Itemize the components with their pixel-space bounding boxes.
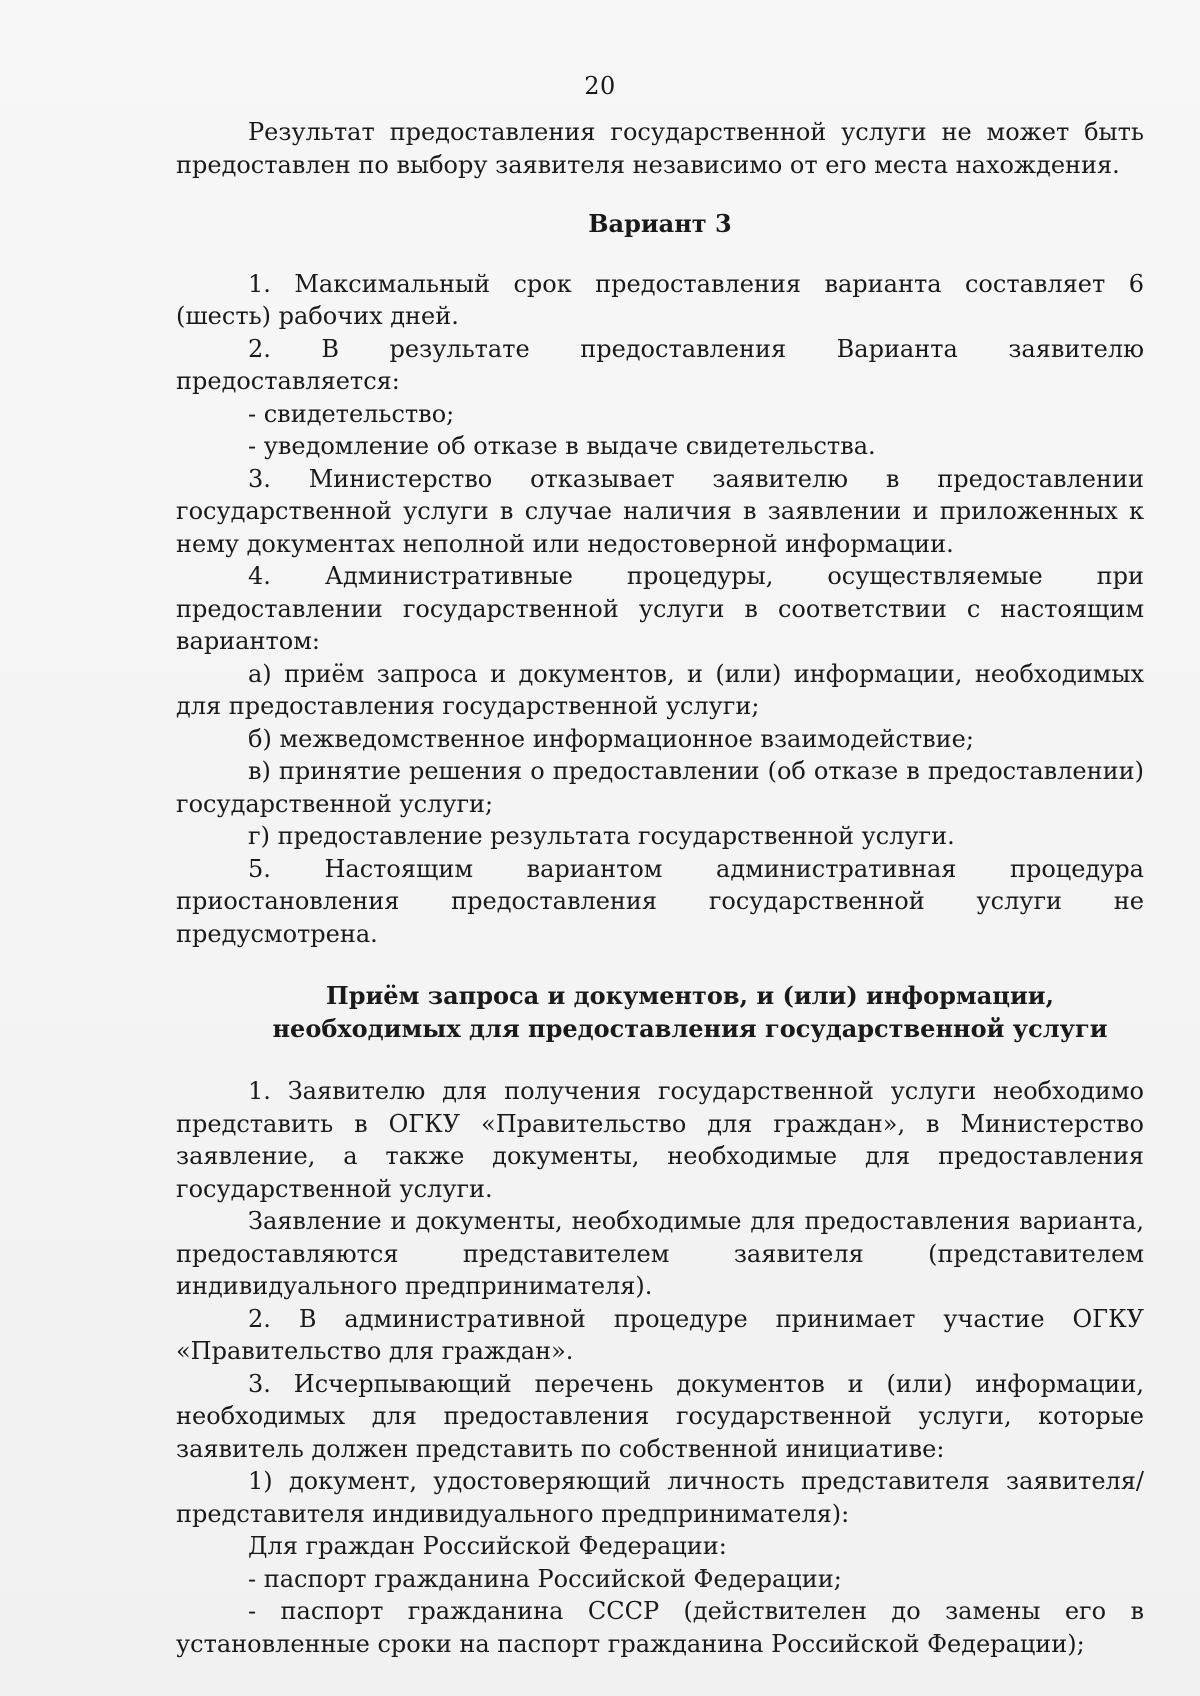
paragraph: 2. В результате предоставления Варианта заявителю предоставляется: bbox=[176, 334, 1144, 395]
list-item: - паспорт гражданина Российской Федерации; bbox=[248, 1564, 842, 1593]
paragraph: Результат предоставления государственной услуги не может быть предоставлен по выбору заявителя независимо от его места нахождения. bbox=[176, 118, 1144, 179]
document-body bbox=[176, 116, 1144, 1660]
list-item: б) межведомственное информационное взаимодействие; bbox=[248, 724, 974, 753]
variant-heading: Вариант 3 bbox=[588, 209, 732, 238]
paragraph: 3. Министерство отказывает заявителю в предоставлении государственной услуги в случае наличия в заявлении и приложенных к нему документах неполной или недостоверной информации. bbox=[176, 464, 1144, 558]
list-item: а) приём запроса и документов, и (или) информации, необходимых для предоставления государственной услуги; bbox=[176, 659, 1144, 720]
page-number: 20 bbox=[584, 72, 616, 100]
list-item: г) предоставление результата государственной услуги. bbox=[248, 822, 955, 850]
paragraph: 3. Исчерпывающий перечень документов и (или) информации, необходимых для предоставления государственной услуги, которые заявитель должен представить по собственной инициативе: bbox=[176, 1369, 1144, 1463]
paragraph: 1. Заявителю для получения государственной услуги необходимо представить в ОГКУ «Правительство для граждан», в Министерство заявление, а также документы, необходимые для предоставления государственной услуги. bbox=[176, 1077, 1144, 1203]
section-heading: Приём запроса и документов, и (или) информации, необходимых для предоставления государственной услуги bbox=[272, 981, 1108, 1043]
list-item: в) принятие решения о предоставлении (об отказе в предоставлении) государственной услуги; bbox=[176, 757, 1144, 818]
paragraph: 5. Настоящим вариантом административная процедура приостановления предоставления государственной услуги не предусмотрена. bbox=[176, 854, 1144, 948]
paragraph: 2. В административной процедуре принимает участие ОГКУ «Правительство для граждан». bbox=[176, 1304, 1144, 1365]
list-item: - свидетельство; bbox=[248, 399, 455, 428]
paragraph: 1. Максимальный срок предоставления варианта составляет 6 (шесть) рабочих дней. bbox=[176, 269, 1144, 330]
paragraph: 4. Административные процедуры, осуществляемые при предоставлении государственной услуги в соответствии с настоящим вариантом: bbox=[176, 562, 1144, 655]
list-item: 1) документ, удостоверяющий личность представителя заявителя/представителя индивидуального предпринимателя): bbox=[176, 1467, 1144, 1528]
paragraph: Для граждан Российской Федерации: bbox=[248, 1532, 727, 1560]
paragraph: Заявление и документы, необходимые для предоставления варианта, предоставляются представителем заявителя (представителем индивидуального предпринимателя). bbox=[176, 1207, 1144, 1300]
list-item: - уведомление об отказе в выдаче свидетельства. bbox=[248, 432, 876, 460]
list-item: - паспорт гражданина СССР (действителен до замены его в установленные сроки на паспорт гражданина Российской Федерации); bbox=[176, 1597, 1144, 1658]
